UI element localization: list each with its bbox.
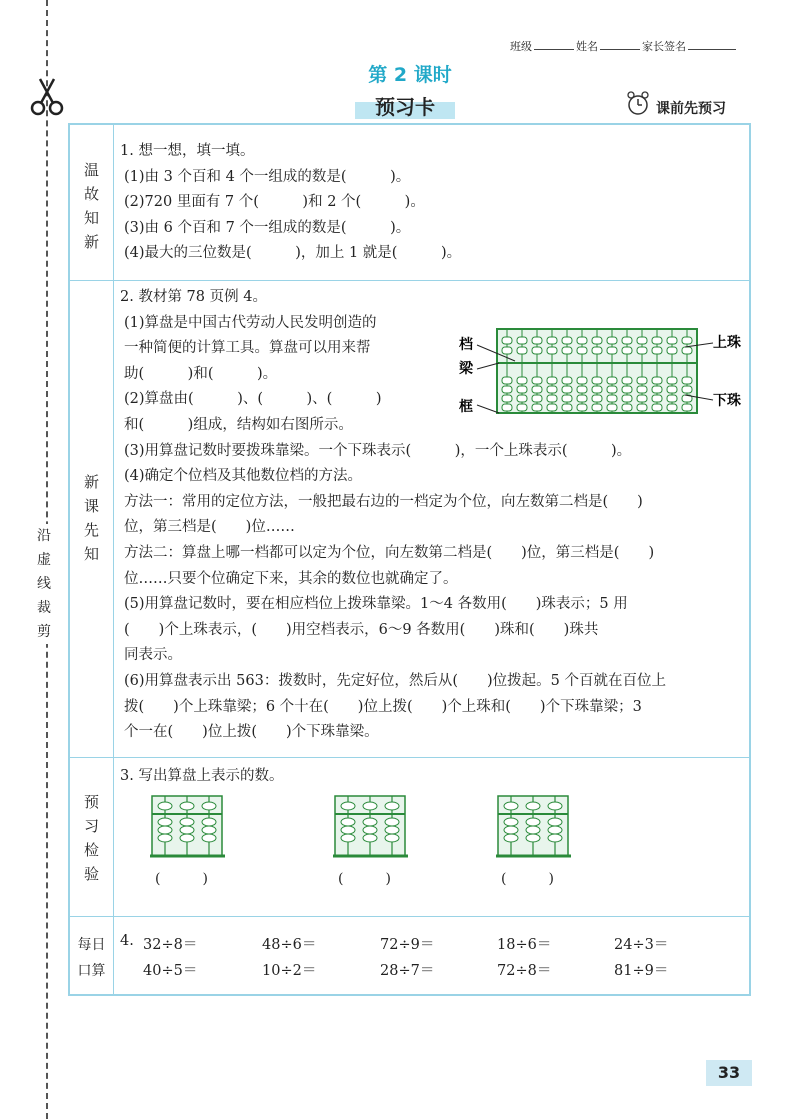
head-char: 新 [83, 233, 99, 251]
head-char: 检 [83, 841, 99, 859]
question-line: 一种简便的计算工具。算盘可以用来帮 [124, 340, 371, 357]
abacus-bead [592, 377, 602, 384]
question-line: 2. 教材第 78 页例 4。 [120, 289, 267, 305]
abacus-bead [532, 404, 542, 411]
calc-item: 48÷6＝ [262, 937, 317, 953]
abacus-bead [637, 386, 647, 393]
question-line: (2)720 里面有 7 个( )和 2 个( )。 [124, 194, 425, 211]
calc-item: 81÷9＝ [614, 963, 669, 979]
abacus-bead [682, 377, 692, 384]
row-divider [68, 916, 751, 917]
question-line: ( )个上珠表示，( )用空档表示，6～9 各数用( )珠和( )珠共 [124, 621, 599, 638]
abacus-label-upper: 上珠 [713, 335, 741, 351]
abacus-bead [682, 404, 692, 411]
abacus-bead [562, 377, 572, 384]
abacus-bead [548, 834, 562, 842]
question-line: 拨( )个上珠靠梁；6 个十在( )位上拨( )个上珠和( )个下珠靠梁；3 [124, 698, 642, 715]
question-line: (6)用算盘表示出 563：拨数时，先定好位，然后从( )位拨起。5 个百就在百位上 [124, 672, 666, 689]
daily-prefix: 4. [120, 933, 134, 949]
preview-label: 课前先预习 [656, 101, 726, 117]
student-info-fields [510, 38, 738, 54]
abacus-bead [562, 337, 572, 344]
abacus-bead [202, 834, 216, 842]
abacus-bead [517, 404, 527, 411]
abacus-bead [363, 818, 377, 826]
abacus-label-rod: 档 [459, 337, 473, 353]
abacus-bead [547, 395, 557, 402]
head-char: 习 [83, 817, 99, 835]
scissors-icon [28, 76, 68, 116]
abacus-bead [577, 347, 587, 354]
head-char: 先 [83, 521, 99, 539]
abacus-bead [363, 802, 377, 810]
abacus-bead [363, 834, 377, 842]
abacus-bead [526, 834, 540, 842]
small-abacus-2 [333, 790, 408, 860]
abacus-bead [622, 337, 632, 344]
abacus-bead [667, 386, 677, 393]
question-line: 方法二：算盘上哪一档都可以定为个位，向左数第二档是( )位，第三档是( ) [124, 544, 655, 561]
abacus-bead [607, 347, 617, 354]
abacus-bead [622, 347, 632, 354]
abacus-bead [363, 826, 377, 834]
abacus-bead [652, 395, 662, 402]
abacus-bead [517, 395, 527, 402]
abacus-bead [502, 377, 512, 384]
answer-blank-2[interactable]: ( ) [338, 871, 391, 887]
abacus-bead [637, 337, 647, 344]
abacus-bead [502, 386, 512, 393]
abacus-bead [592, 337, 602, 344]
abacus-bead [547, 337, 557, 344]
head-char: 知 [83, 209, 99, 227]
question-line: 助( )和( )。 [124, 365, 278, 382]
abacus-bead [592, 386, 602, 393]
head-line: 口算 [77, 963, 106, 979]
alarm-clock-icon [625, 90, 651, 116]
abacus-bead [504, 802, 518, 810]
abacus-bead [202, 802, 216, 810]
abacus-bead [607, 337, 617, 344]
section-head-check [70, 790, 113, 886]
abacus-bead [158, 818, 172, 826]
calc-item: 24÷3＝ [614, 937, 669, 953]
section-head-daily [70, 932, 113, 984]
abacus-bead [667, 377, 677, 384]
parent-sign-field[interactable] [688, 39, 736, 50]
calc-item: 32÷8＝ [143, 937, 198, 953]
abacus-bead [652, 337, 662, 344]
column-divider [113, 123, 114, 996]
abacus-bead [504, 818, 518, 826]
question-line: (4)最大的三位数是( )，加上 1 就是( )。 [124, 245, 462, 262]
question-line: 1. 想一想，填一填。 [120, 143, 255, 159]
abacus-bead [532, 395, 542, 402]
cut-instruction [30, 524, 58, 644]
abacus-bead [158, 834, 172, 842]
abacus-bead [502, 337, 512, 344]
abacus-bead [341, 818, 355, 826]
section-head-new [70, 470, 113, 566]
abacus-bead [548, 818, 562, 826]
abacus-bead [385, 802, 399, 810]
abacus-bead [622, 386, 632, 393]
abacus-bead [637, 347, 647, 354]
cut-char: 虚 [37, 552, 51, 568]
abacus-bead [607, 386, 617, 393]
head-char: 课 [83, 497, 99, 515]
abacus-bead [526, 802, 540, 810]
page-number: 33 [706, 1060, 752, 1086]
abacus-bead [562, 386, 572, 393]
abacus-bead [682, 386, 692, 393]
abacus-bead [667, 337, 677, 344]
abacus-bead [504, 826, 518, 834]
head-char: 新 [83, 473, 99, 491]
abacus-bead [637, 395, 647, 402]
abacus-bead [180, 818, 194, 826]
abacus-bead [592, 404, 602, 411]
abacus-bead [622, 404, 632, 411]
abacus-bead [592, 347, 602, 354]
head-char: 验 [83, 865, 99, 883]
abacus-bead [526, 818, 540, 826]
abacus-bead [577, 377, 587, 384]
cut-char: 剪 [37, 624, 51, 640]
abacus-bead [517, 347, 527, 354]
question-line: 个一在( )位上拨( )个下珠靠梁。 [124, 724, 379, 741]
row-divider [68, 280, 751, 281]
question-line: (4)确定个位档及其他数位档的方法。 [124, 468, 363, 485]
abacus-bead [341, 826, 355, 834]
lesson-title: 第 2 课时 [368, 64, 452, 86]
abacus-bead [158, 826, 172, 834]
abacus-bead [667, 347, 677, 354]
abacus-bead [637, 377, 647, 384]
abacus-bead [562, 347, 572, 354]
question-line: (1)算盘是中国古代劳动人民发明创造的 [124, 314, 377, 331]
abacus-bead [341, 834, 355, 842]
abacus-bead [547, 377, 557, 384]
abacus-bead [652, 377, 662, 384]
abacus-bead [607, 377, 617, 384]
abacus-bead [682, 337, 692, 344]
cut-char: 沿 [37, 528, 51, 544]
question-line: (2)算盘由( )、( )、( ) [124, 391, 382, 408]
name-label: 姓名 [576, 40, 598, 53]
section-head-review [70, 158, 113, 254]
answer-blank-1[interactable]: ( ) [155, 871, 208, 887]
abacus-bead [532, 337, 542, 344]
question-line: 方法一：常用的定位方法，一般把最右边的一档定为个位，向左数第二档是( ) [124, 493, 643, 510]
abacus-bead [652, 347, 662, 354]
answer-blank-3[interactable]: ( ) [501, 871, 554, 887]
head-line: 每日 [77, 937, 106, 953]
abacus-bead [532, 386, 542, 393]
question-line: 位……只要个位确定下来，其余的数位也就确定了。 [124, 570, 458, 587]
small-abacus-1 [150, 790, 225, 860]
calc-item: 40÷5＝ [143, 963, 198, 979]
abacus-bead [180, 802, 194, 810]
abacus-label-frame: 框 [459, 399, 473, 415]
class-field[interactable] [534, 39, 574, 50]
abacus-bead [180, 834, 194, 842]
abacus-bead [547, 386, 557, 393]
cut-char: 裁 [37, 600, 51, 616]
abacus-bead [547, 404, 557, 411]
row-divider [68, 757, 751, 758]
calc-item: 72÷8＝ [497, 963, 552, 979]
check-question: 3. 写出算盘上表示的数。 [120, 768, 284, 784]
abacus-label-lower: 下珠 [713, 393, 741, 409]
abacus-bead [577, 404, 587, 411]
head-char: 温 [83, 161, 99, 179]
abacus-bead [180, 826, 194, 834]
abacus-bead [637, 404, 647, 411]
abacus-bead [517, 337, 527, 344]
abacus-bead [667, 395, 677, 402]
abacus-bead [504, 834, 518, 842]
head-char: 预 [83, 793, 99, 811]
abacus-bead [532, 347, 542, 354]
abacus-bead [548, 802, 562, 810]
small-abacus-3 [496, 790, 571, 860]
abacus-bead [682, 347, 692, 354]
question-line: (3)由 6 个百和 7 个一组成的数是( )。 [124, 219, 411, 236]
abacus-bead [592, 395, 602, 402]
abacus-bead [577, 395, 587, 402]
abacus-bead [577, 386, 587, 393]
abacus-bead [547, 347, 557, 354]
abacus-bead [607, 395, 617, 402]
abacus-bead [526, 826, 540, 834]
abacus-bead [532, 377, 542, 384]
abacus-bead [502, 395, 512, 402]
abacus-bead [652, 404, 662, 411]
card-title: 预习卡 [345, 92, 465, 122]
abacus-bead [577, 337, 587, 344]
abacus-bead [667, 404, 677, 411]
abacus-bead [548, 826, 562, 834]
abacus-bead [517, 386, 527, 393]
abacus-bead [562, 395, 572, 402]
abacus-bead [385, 818, 399, 826]
abacus-bead [622, 395, 632, 402]
question-line: (1)由 3 个百和 4 个一组成的数是( )。 [124, 168, 411, 185]
abacus-bead [385, 834, 399, 842]
class-label: 班级 [510, 40, 532, 53]
abacus-bead [622, 377, 632, 384]
calc-item: 28÷7＝ [380, 963, 435, 979]
review-questions [120, 139, 461, 267]
head-char: 故 [83, 185, 99, 203]
parent-sign-label: 家长签名 [642, 40, 686, 53]
calc-item: 72÷9＝ [380, 937, 435, 953]
abacus-bead [652, 386, 662, 393]
cut-char: 线 [37, 576, 51, 592]
calc-item: 10÷2＝ [262, 963, 317, 979]
abacus-bead [517, 377, 527, 384]
abacus-bead [607, 404, 617, 411]
question-line: 位，第三档是( )位…… [124, 519, 295, 536]
abacus-label-beam: 梁 [459, 361, 473, 377]
abacus-diagram [455, 325, 750, 420]
question-line: (3)用算盘记数时要拨珠靠梁。一个下珠表示( )，一个上珠表示( )。 [124, 442, 632, 459]
question-line: 和( )组成，结构如右图所示。 [124, 416, 353, 433]
calc-item: 18÷6＝ [497, 937, 552, 953]
abacus-bead [502, 404, 512, 411]
abacus-bead [502, 347, 512, 354]
abacus-bead [341, 802, 355, 810]
abacus-bead [202, 818, 216, 826]
head-char: 知 [83, 545, 99, 563]
abacus-bead [562, 404, 572, 411]
abacus-bead [385, 826, 399, 834]
name-field[interactable] [600, 39, 640, 50]
question-line: 同表示。 [124, 647, 182, 664]
question-line: (5)用算盘记数时，要在相应档位上拨珠靠梁。1～4 各数用( )珠表示；5 用 [124, 596, 628, 613]
abacus-bead [202, 826, 216, 834]
abacus-bead [158, 802, 172, 810]
